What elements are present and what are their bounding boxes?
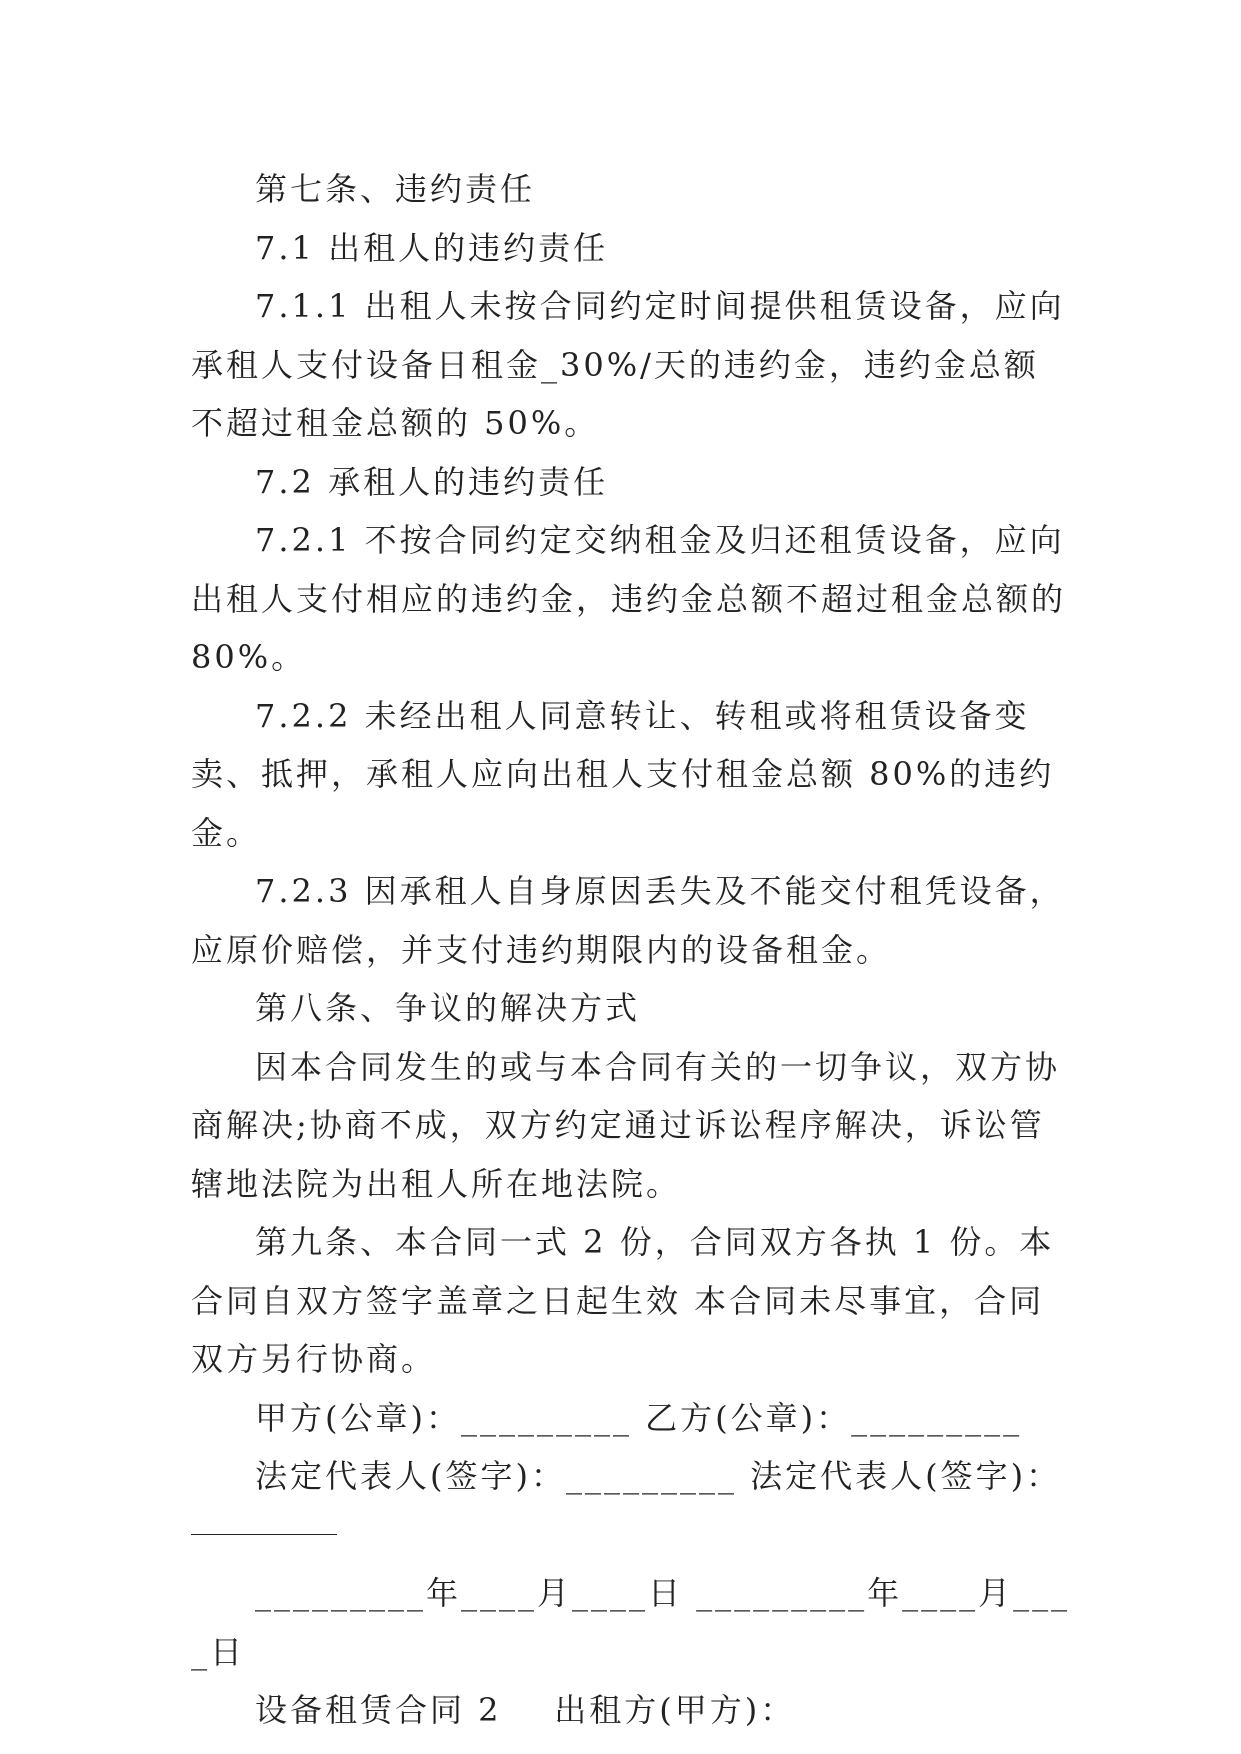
article-8-body: 因本合同发生的或与本合同有关的一切争议，双方协商解决;协商不成，双方约定通过诉讼程序解决，诉讼管辖地法院为出租人所在地法院。 bbox=[191, 1047, 1061, 1203]
signature-underline bbox=[191, 1534, 337, 1535]
clause-7-2-2: 7.2.2 未经出租人同意转让、转租或将租赁设备变卖、抵押，承租人应向出租人支付租金总额 80%的违约金。 bbox=[191, 696, 1055, 852]
article-7-heading: 第七条、违约责任 bbox=[255, 170, 536, 208]
clause-7-1-heading: 7.1 出租人的违约责任 bbox=[255, 228, 609, 267]
clause-7-2-3: 7.2.3 因承租人自身原因丢失及不能交付租凭设备，应原价赔偿，并支付违约期限内的设备租金。 bbox=[191, 872, 1065, 969]
clause-7-2-1: 7.2.1 不按合同约定交纳租金及归还租赁设备，应向出租人支付相应的违约金，违约金总额不超过租金总额的 80%。 bbox=[191, 521, 1080, 676]
clause-7-1-1: 7.1.1 出租人未按合同约定时间提供租赁设备，应向承租人支付设备日租金_30%/天的违约金，违约金总额不超过租金总额的 50%。 bbox=[191, 287, 1065, 442]
article-8-heading: 第八条、争议的解决方式 bbox=[255, 989, 641, 1027]
clause-7-2-heading: 7.2 承租人的违约责任 bbox=[255, 462, 609, 501]
next-contract-title-line: 设备租赁合同 2 出租方(甲方)： bbox=[255, 1691, 796, 1729]
document-body bbox=[191, 160, 1080, 1740]
article-9-body: 第九条、本合同一式 2 份，合同双方各执 1 份。本合同自双方签字盖章之日起生效 本合同未尽事宜，合同双方另行协商。 bbox=[191, 1223, 1055, 1378]
date-line: _________年____月____日 _________年____月____日 bbox=[191, 1574, 1071, 1671]
seal-signature-line: 甲方(公章)：_________ 乙方(公章)：_________ bbox=[255, 1398, 1023, 1437]
representative-signature-blank bbox=[191, 1506, 1071, 1565]
representative-signature-line: 法定代表人(签字)：_________ 法定代表人(签字)： bbox=[255, 1457, 1062, 1495]
